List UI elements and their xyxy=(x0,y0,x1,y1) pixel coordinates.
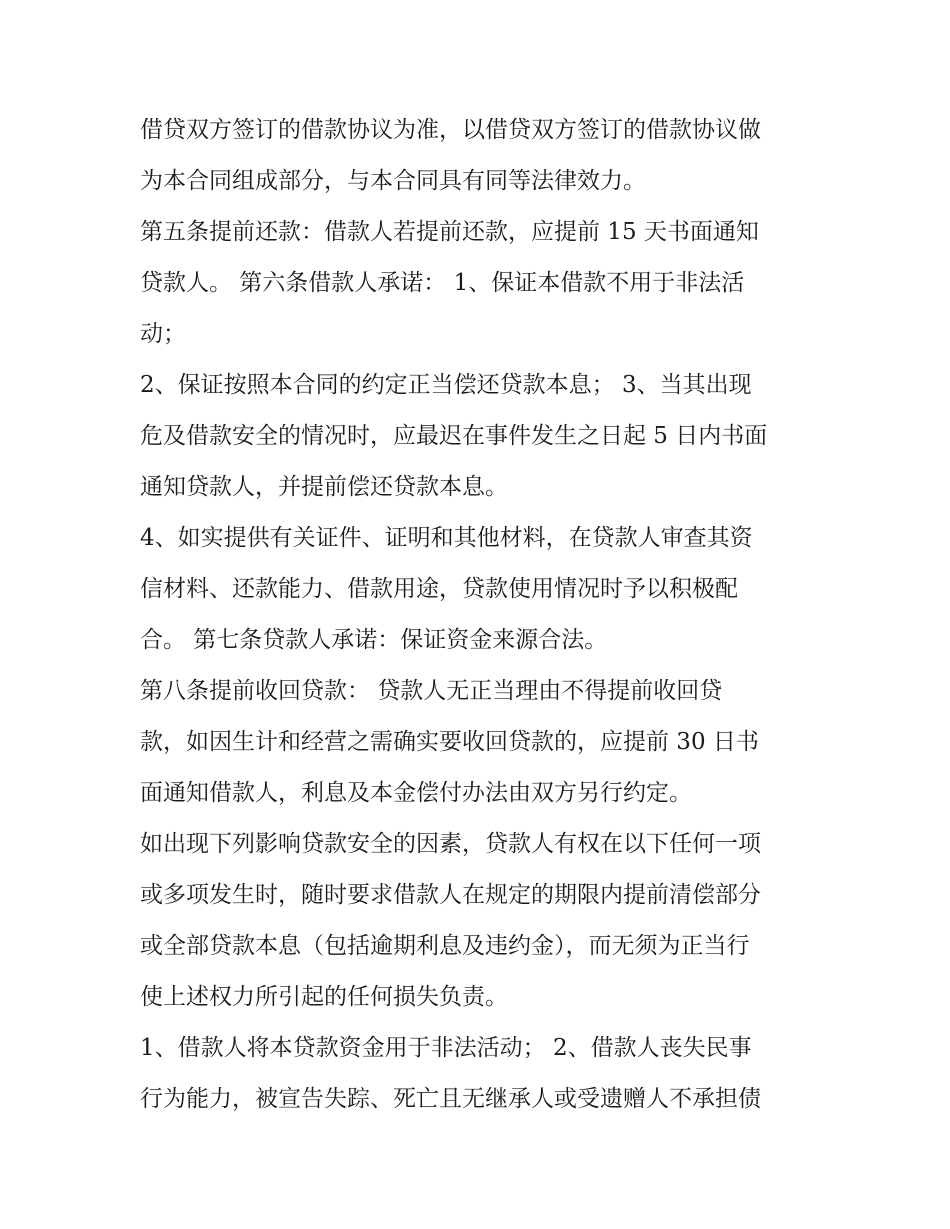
text-line: 贷款人。 第六条借款人承诺： 1、保证本借款不用于非法活 xyxy=(140,270,745,296)
text-line: 借贷双方签订的借款协议为准，以借贷双方签订的借款协议做 xyxy=(140,117,761,143)
text-line: 或全部贷款本息（包括逾期利息及违约金），而无须为正当行 xyxy=(140,933,750,959)
text-line: 如出现下列影响贷款安全的因素，贷款人有权在以下任何一项 xyxy=(140,831,761,857)
text-line: 款，如因生计和经营之需确实要收回贷款的，应提前 30 日书 xyxy=(140,729,759,755)
text-line: 通知贷款人，并提前偿还贷款本息。 xyxy=(140,474,508,500)
text-line: 4、如实提供有关证件、证明和其他材料，在贷款人审查其资 xyxy=(140,525,753,551)
text-line: 面通知借款人，利息及本金偿付办法由双方另行约定。 xyxy=(140,780,692,806)
text-line: 为本合同组成部分，与本合同具有同等法律效力。 xyxy=(140,168,646,194)
text-line: 合。 第七条贷款人承诺：保证资金来源合法。 xyxy=(140,627,608,653)
text-line: 或多项发生时，随时要求借款人在规定的期限内提前清偿部分 xyxy=(140,882,761,908)
text-line: 动； xyxy=(140,321,186,347)
text-line: 信材料、还款能力、借款用途，贷款使用情况时予以积极配 xyxy=(140,576,738,602)
text-line: 行为能力，被宣告失踪、死亡且无继承人或受遗赠人不承担债 xyxy=(140,1086,761,1112)
text-line: 第五条提前还款：借款人若提前还款，应提前 15 天书面通知 xyxy=(140,219,759,245)
document-body xyxy=(140,108,820,1128)
text-line: 第八条提前收回贷款： 贷款人无正当理由不得提前收回贷 xyxy=(140,678,723,704)
text-line: 危及借款安全的情况时，应最迟在事件发生之日起 5 日内书面 xyxy=(140,423,768,449)
text-line: 使上述权力所引起的任何损失负责。 xyxy=(140,984,508,1010)
text-line: 2、保证按照本合同的约定正当偿还贷款本息； 3、当其出现 xyxy=(140,372,752,398)
text-line: 1、借款人将本贷款资金用于非法活动； 2、借款人丧失民事 xyxy=(140,1035,752,1061)
